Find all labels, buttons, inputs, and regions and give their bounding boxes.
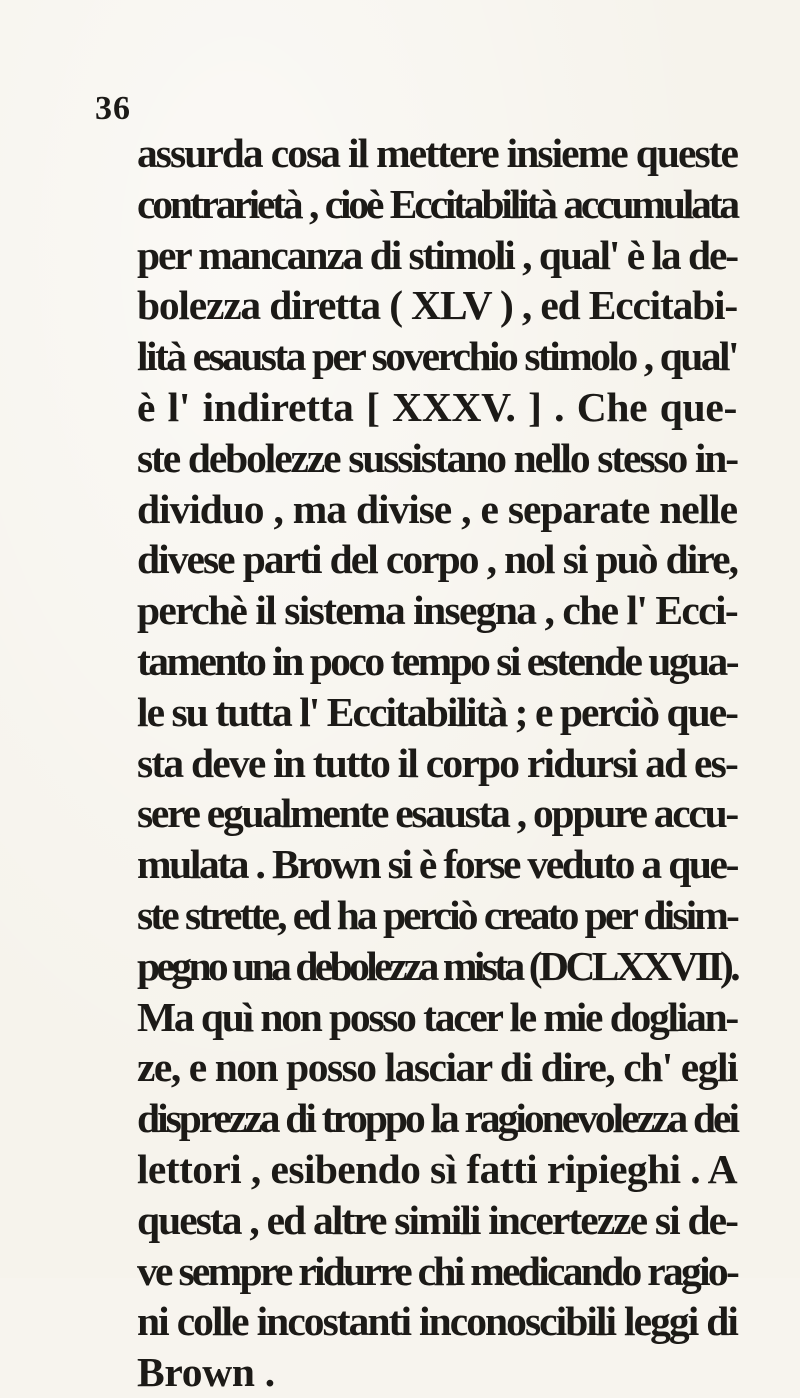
text-line: divese parti del corpo , nol si può dire,	[137, 536, 737, 583]
text-line: è l' indiretta [ XXXV. ] . Che que-	[137, 383, 737, 430]
text-line: disprezza di troppo la ragionevolezza dei	[137, 1095, 737, 1142]
body-text	[137, 128, 737, 1398]
text-line: tamento in poco tempo si estende ugua-	[137, 637, 737, 684]
text-line: sere egualmente esausta , oppure accu-	[137, 790, 737, 837]
text-line: lettori , esibendo sì fatti ripieghi . A	[137, 1145, 737, 1192]
text-line: ni colle incostanti inconoscibili leggi di	[137, 1298, 737, 1345]
text-line: dividuo , ma divise , e separate nelle	[137, 485, 737, 532]
text-line: ve sempre ridurre chi medicando ragio-	[137, 1247, 738, 1294]
text-line: questa , ed altre simili incertezze si de-	[137, 1196, 737, 1243]
text-line: bolezza diretta ( XLV ) , ed Eccitabi-	[137, 282, 737, 329]
text-line: ze, e non posso lasciar di dire, ch' egli	[137, 1044, 737, 1091]
text-line: ste debolezze sussistano nello stesso in-	[137, 434, 737, 481]
text-line: pegno una debolezza mista (DCLXXVII).	[137, 942, 737, 989]
text-line: sta deve in tutto il corpo ridursi ad es-	[137, 739, 737, 786]
text-line: Ma quì non posso tacer le mie doglian-	[137, 993, 737, 1040]
text-line: lità esausta per soverchio stimolo , qual'	[137, 333, 737, 380]
page-number: 36	[95, 90, 131, 127]
text-line: contrarietà , cioè Eccitabilità accumulata	[137, 180, 737, 227]
text-line: ste strette, ed ha perciò creato per disim-	[137, 891, 737, 938]
text-line: Brown .	[137, 1349, 275, 1396]
text-line: le su tutta l' Eccitabilità ; e perciò que-	[137, 688, 738, 735]
text-line: assurda cosa il mettere insieme queste	[137, 130, 737, 176]
text-line: mulata . Brown si è forse veduto a que-	[137, 841, 737, 888]
text-line: perchè il sistema insegna , che l' Ecci-	[137, 587, 737, 634]
text-line: per mancanza di stimoli , qual' è la de-	[137, 231, 737, 278]
